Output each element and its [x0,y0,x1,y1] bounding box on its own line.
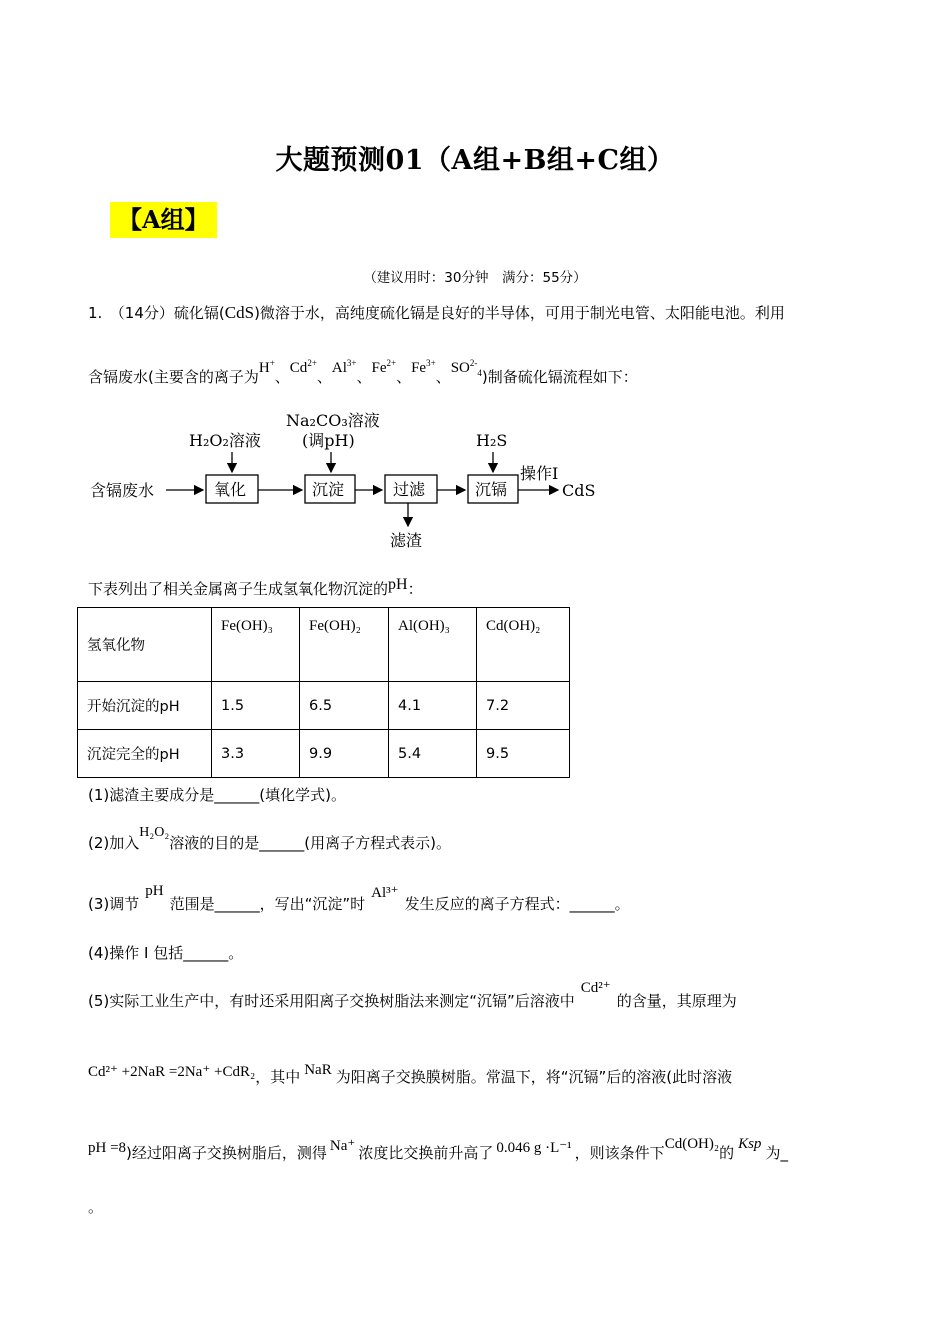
table-header-cell: Al(OH)₃ [389,608,477,682]
table-header-row [78,608,570,682]
ion-so4: $SO^{2-}_4$ [450,358,482,378]
table-cell: 7.2 [477,682,570,730]
question-end-mark: 。 [88,1198,104,1216]
flow-na2co3-label: Na₂CO₃溶液 [286,411,380,430]
ion-al: $Al^{3+}$ [331,358,357,376]
question-part-5: (5)实际工业生产中，有时还采用阳离子交换树脂法来测定“沉镉”后溶液中Cd²⁺的含量，其原理为 [88,980,737,1010]
flow-product-label: CdS [562,481,596,500]
question-1-line-2: 含镉废水(主要含的离子为H+、$Cd^{2+}$、$Al^{3+}$、$Fe^{2+}$、$Fe^{3+}$、$SO^{2-}_4$)制备硫化镉流程如下： [88,358,638,386]
page-title: 大题预测01（A组+B组+C组） [275,145,675,176]
table-cell: 1.5 [212,682,300,730]
time-note: （建议用时：30分钟 满分：55分） [363,270,587,286]
flow-box-precipitate-label: 沉淀 [312,480,345,499]
group-label: 【A组】 [110,202,217,238]
table-cell: 6.5 [300,682,389,730]
ion-cd: $Cd^{2+}$ [289,358,317,376]
table-header-cell: Fe(OH)₂ [300,608,389,682]
table-cell: 5.4 [389,730,477,778]
flow-residue-label: 滤渣 [390,531,423,550]
question-part-2: (2)加入H₂O₂溶液的目的是______(用离子方程式表示)。 [88,825,451,852]
table-header-cell: 氢氧化物 [78,608,212,682]
flow-h2o2-label: H₂O₂溶液 [189,431,261,450]
flow-ph-label: (调pH) [302,431,355,450]
flow-box-cadmium-label: 沉镉 [475,480,508,499]
ion-h: H+ [258,358,275,376]
flow-start-label: 含镉废水 [90,481,155,500]
flow-box-oxidize-label: 氧化 [214,480,247,499]
table-cell: 9.9 [300,730,389,778]
table-cell: 9.5 [477,730,570,778]
table-row [78,730,570,778]
ion-fe2: $Fe^{2+}$ [371,358,397,376]
hydroxide-ph-table [77,607,570,778]
question-1-line-1: 1. （14分）硫化镉(CdS)微溶于水，高纯度硫化镉是良好的半导体，可用于制光电管、太阳能电池。利用 [88,303,785,322]
ion-fe3: $Fe^{3+}$ [411,358,436,376]
table-intro: 下表列出了相关金属离子生成氢氧化物沉淀的pH： [88,576,423,598]
table-row-label: 开始沉淀的pH [78,682,212,730]
flow-box-filter-label: 过滤 [393,480,426,499]
question-part-3: (3)调节pH范围是______，写出“沉淀”时Al³⁺发生反应的离子方程式：______。 [88,883,630,913]
table-cell: 4.1 [389,682,477,730]
flow-op-label: 操作I [520,464,559,483]
question-part-1: (1)滤渣主要成分是______(填化学式)。 [88,786,346,804]
flow-h2s-label: H₂S [476,431,508,450]
table-row-label: 沉淀完全的pH [78,730,212,778]
question-part-5-equation: Cd²⁺ +2NaR =2Na⁺ +CdR₂，其中 NaR 为阳离子交换膜树脂。常温下，将“沉镉”后的溶液(此时溶液 [88,1062,733,1086]
question-part-5-condition: pH =8)经过阳离子交换树脂后，测得 Na⁺ 浓度比交换前升高了 0.046 g ·L⁻¹ ，则该条件下Cd(OH)₂的 Ksp 为_ [88,1136,788,1162]
table-row [78,682,570,730]
question-part-4: (4)操作 I 包括______。 [88,944,244,962]
table-cell: 3.3 [212,730,300,778]
table-header-cell: Fe(OH)₃ [212,608,300,682]
process-flow-diagram [88,406,608,556]
table-header-cell: Cd(OH)₂ [477,608,570,682]
